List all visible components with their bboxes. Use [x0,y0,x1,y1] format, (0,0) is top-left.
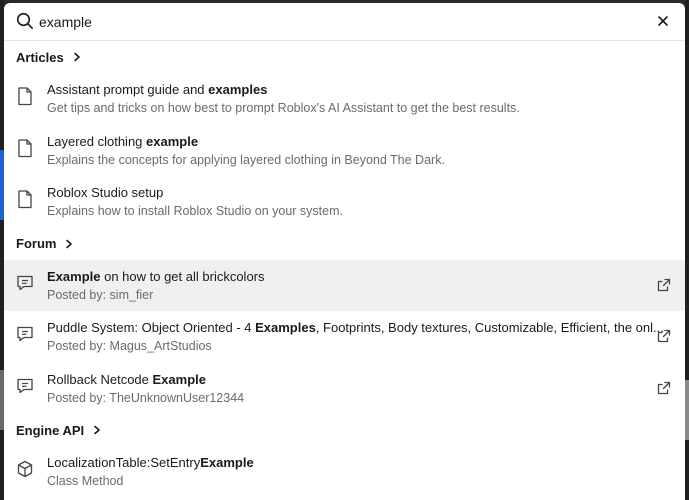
result-text [47,454,625,490]
result-title-text: LocalizationTable:SetEntry [47,455,201,470]
result-title-match: Example [200,455,254,470]
result-title [47,371,625,388]
result-title-text: on how to get all brickcolors [100,268,265,284]
search-result[interactable] [4,363,685,415]
result-subtitle: Explains the concepts for applying layered clothing in Beyond The Dark. [47,152,445,167]
search-result[interactable] [4,446,685,498]
result-title-text: Puddle System: Object Oriented - 4 [47,320,256,335]
section-header-articles[interactable] [4,41,685,73]
result-title [47,454,625,471]
result-subtitle: Class Method [47,474,124,488]
search-bar [4,3,685,41]
result-text [47,268,625,304]
result-title-match: example [146,133,199,149]
result-title [47,319,664,336]
result-subtitle: Explains how to install Roblox Studio on your system. [47,204,343,218]
result-title [47,268,625,285]
result-subtitle: Posted by: Magus_ArtStudios [47,339,212,353]
chat-icon [16,324,34,344]
result-subtitle: Get tips and tricks on how best to prompt Roblox's AI Assistant to get the best results. [47,101,520,115]
result-title-match: Examples [255,320,316,335]
chat-icon [16,273,34,293]
result-title [47,133,625,150]
search-result[interactable] [4,125,685,177]
result-title [47,81,625,98]
document-icon [16,86,34,106]
result-title-match: examples [208,82,268,97]
result-text [47,371,625,407]
result-title-match: Example [152,371,206,387]
result-subtitle: Posted by: sim_fier [47,287,154,302]
cube-icon [16,459,34,479]
result-title-text: Roblox Studio setup [47,185,164,200]
result-subtitle: Posted by: TheUnknownUser12344 [47,390,245,405]
section-header-forum[interactable] [4,228,685,260]
background-right-edge [685,0,689,500]
result-title-match: Example [47,268,101,284]
result-title-text: Layered clothing [47,133,147,149]
result-text [47,81,625,117]
chevron-right-icon [92,425,102,435]
section-label: Forum [16,236,57,251]
result-title-text: , Footprints, Body textures, Customizable, Efficient, the onl... [315,320,664,335]
result-text [47,184,625,220]
search-result[interactable] [4,311,685,363]
result-text [47,319,664,355]
close-icon[interactable] [655,13,671,29]
search-modal [4,3,685,500]
chat-icon [16,376,34,396]
search-icon [16,12,34,30]
section-label: Articles [16,49,64,65]
result-text [47,133,625,169]
section-header-engine-api[interactable] [4,414,685,446]
result-title-text: Rollback Netcode [47,371,153,387]
document-icon [16,189,34,209]
search-result[interactable] [4,176,685,228]
external-link-icon[interactable] [657,278,671,292]
results-list [4,41,685,498]
external-link-icon[interactable] [657,329,671,343]
search-result[interactable] [4,73,685,125]
chevron-right-icon [72,52,82,62]
result-title [47,184,625,201]
background-thumbnail [685,380,689,440]
section-label: Engine API [16,422,85,438]
document-icon [16,138,34,158]
chevron-right-icon [64,239,74,249]
external-link-icon[interactable] [657,381,671,395]
result-title-text: Assistant prompt guide and [47,82,209,97]
search-result[interactable] [4,260,685,312]
search-input[interactable] [39,11,639,33]
